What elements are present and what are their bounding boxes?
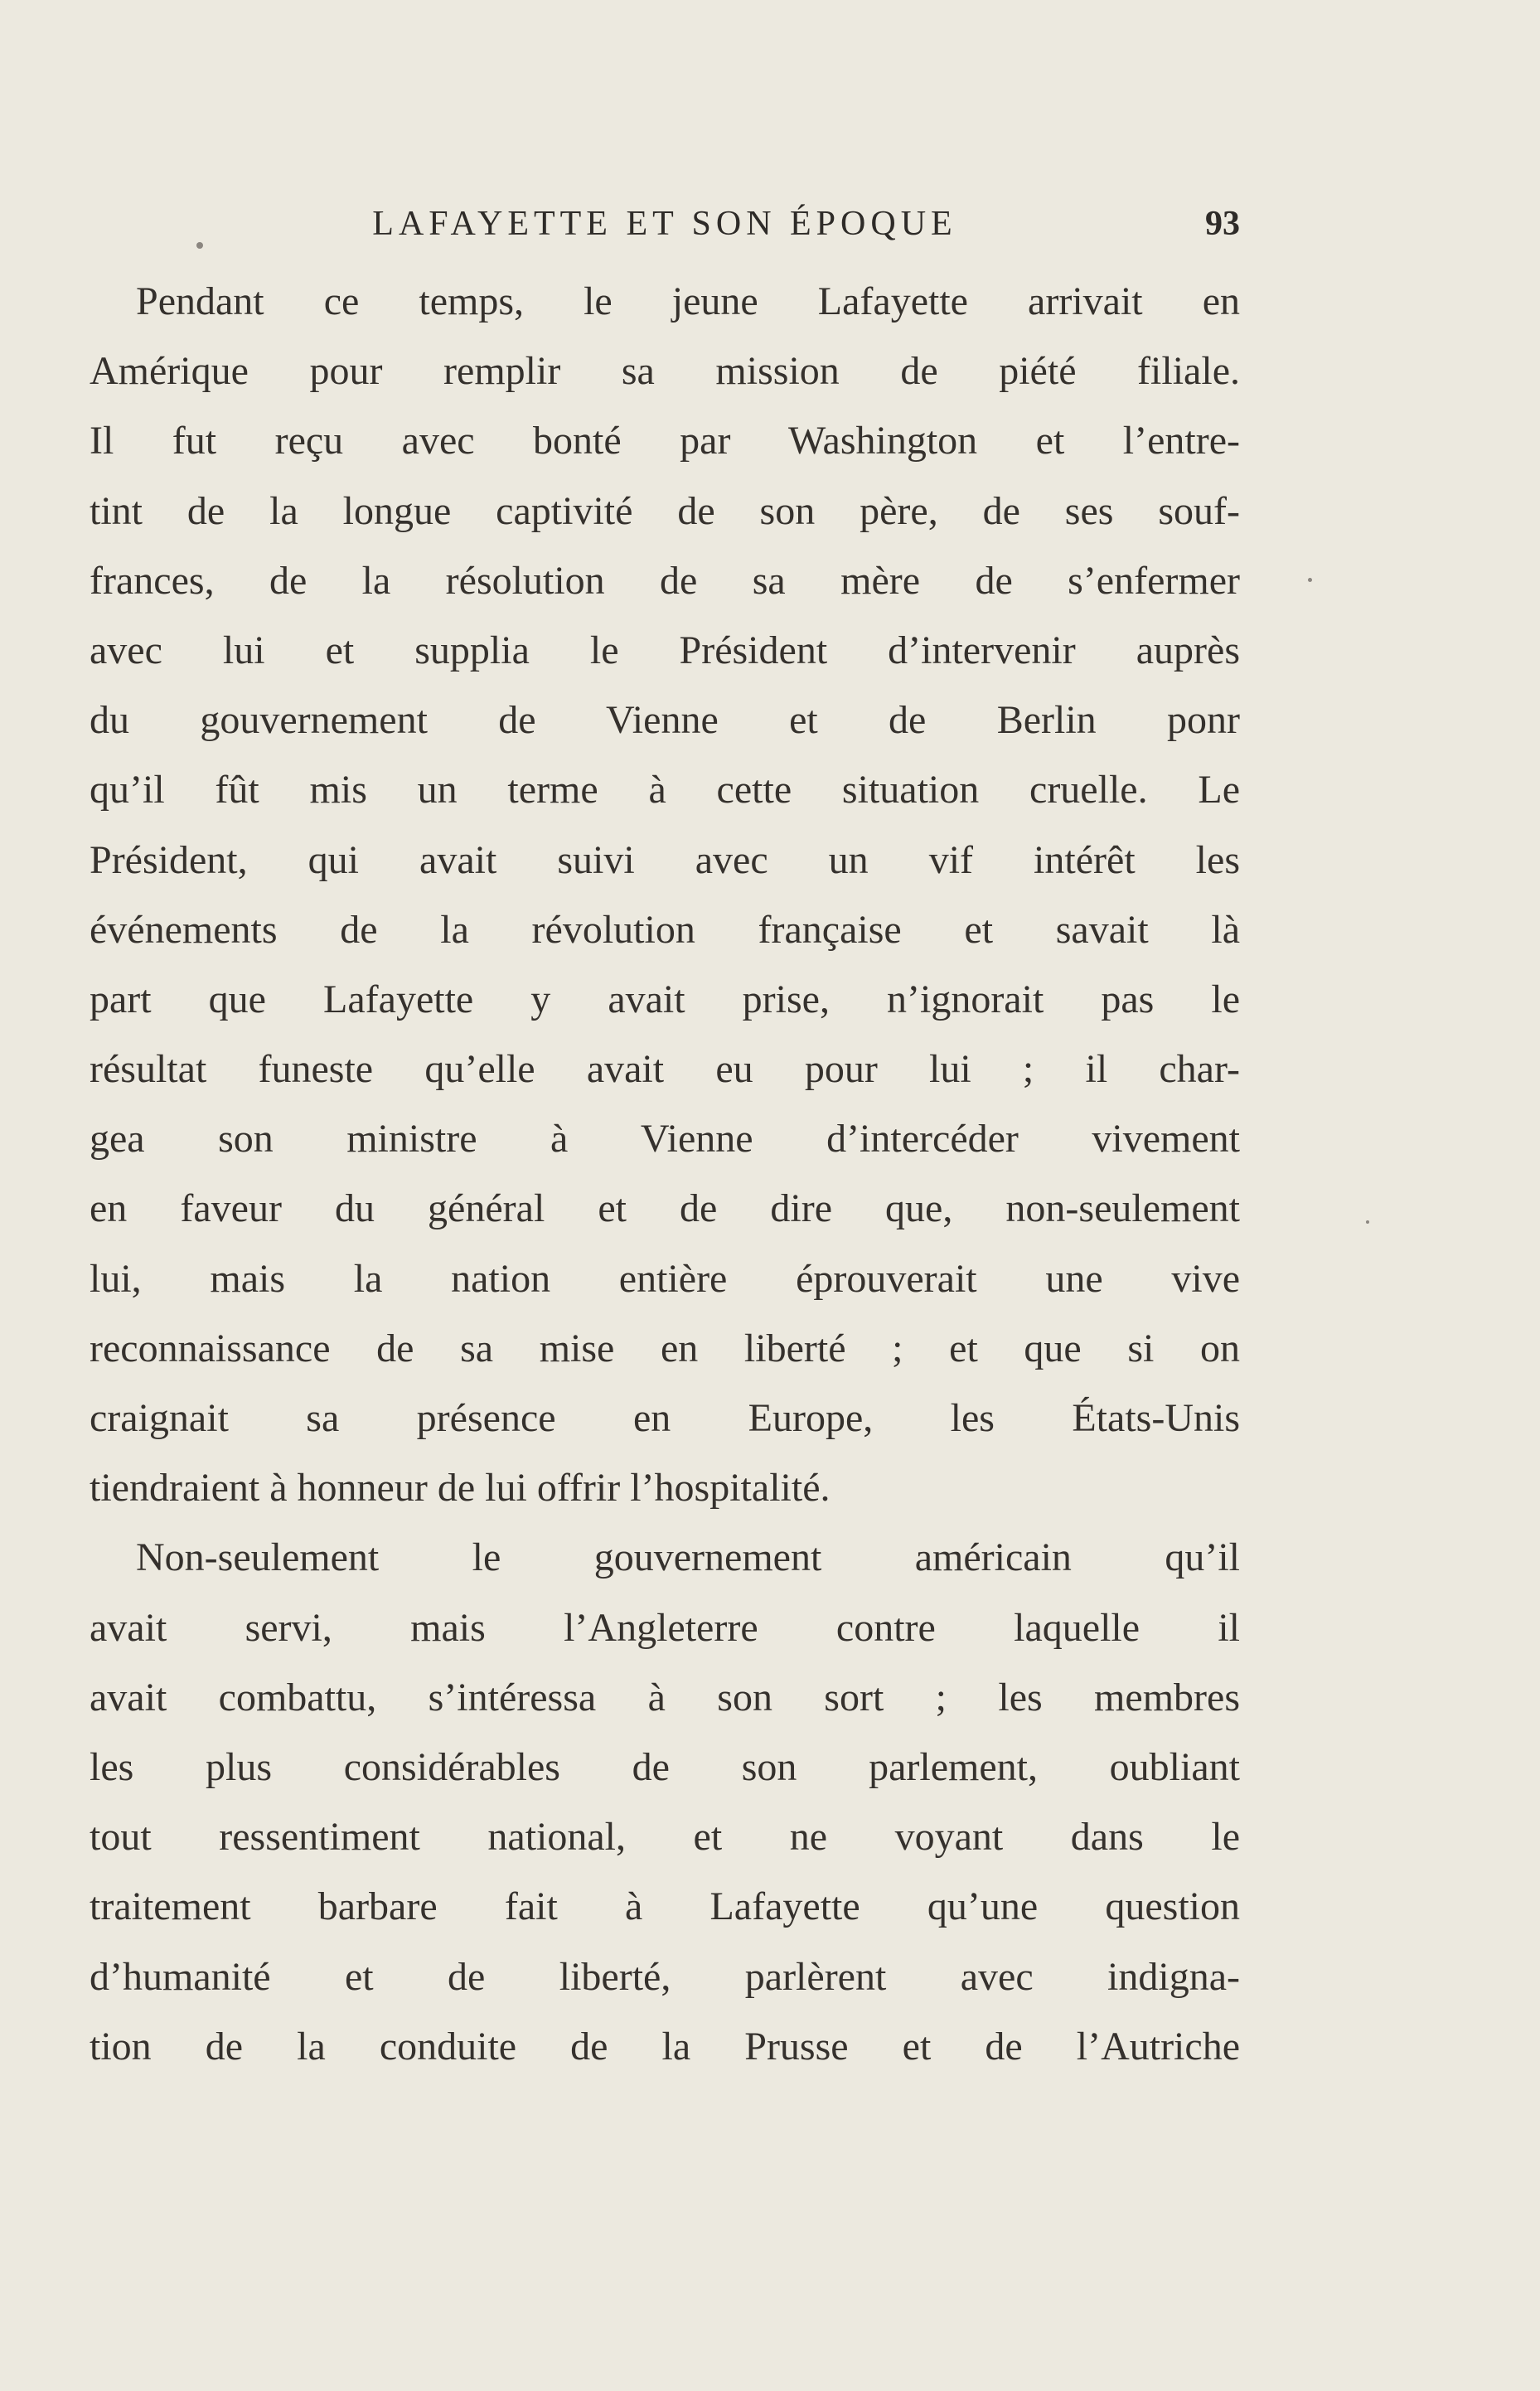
running-head	[90, 199, 1240, 249]
text-line: lui, mais la nation entière éprouverait une vive	[90, 1256, 1240, 1301]
text-line: craignait sa présence en Europe, les États-Unis	[90, 1396, 1240, 1440]
text-line: en faveur du général et de dire que, non-seulement	[90, 1186, 1240, 1231]
text-line: avec lui et supplia le Président d’intervenir auprès	[90, 628, 1240, 672]
text-line: tint de la longue captivité de son père, de ses souf-	[90, 488, 1240, 533]
text-line: événements de la révolution française et savait là	[90, 907, 1240, 952]
text-line: Non-seulement le gouvernement américain qu’il	[136, 1535, 1240, 1580]
text-line: frances, de la résolution de sa mère de s’enfermer	[90, 558, 1240, 603]
text-line: gea son ministre à Vienne d’intercéder vivement	[90, 1117, 1240, 1162]
ink-speck	[1308, 578, 1312, 582]
page-number: 93	[1205, 205, 1240, 243]
text-line: avait servi, mais l’Angleterre contre laquelle il	[90, 1605, 1240, 1650]
text-line: les plus considérables de son parlement, oubliant	[90, 1744, 1240, 1789]
text-line: qu’il fût mis un terme à cette situation cruelle. Le	[90, 768, 1240, 812]
text-line: avait combattu, s’intéressa à son sort ; les membres	[90, 1675, 1240, 1719]
ink-speck	[1366, 1220, 1369, 1224]
text-line: résultat funeste qu’elle avait eu pour lui ; il char-	[90, 1047, 1240, 1092]
text-line: traitement barbare fait à Lafayette qu’une question	[90, 1884, 1240, 1929]
text-line: Il fut reçu avec bonté par Washington et l’entre-	[90, 419, 1240, 463]
text-line: tout ressentiment national, et ne voyant dans le	[90, 1815, 1240, 1860]
body-text	[90, 267, 1240, 2082]
text-line: part que Lafayette y avait prise, n’ignorait pas le	[90, 977, 1240, 1021]
text-line: tion de la conduite de la Prusse et de l’Autriche	[90, 2024, 1240, 2068]
text-line: Pendant ce temps, le jeune Lafayette arrivait en	[136, 279, 1240, 323]
text-line: reconnaissance de sa mise en liberté ; et que si on	[90, 1326, 1240, 1370]
running-head-title: LAFAYETTE ET SON ÉPOQUE	[372, 205, 957, 243]
text-line: Président, qui avait suivi avec un vif intérêt les	[90, 837, 1240, 882]
text-line: d’humanité et de liberté, parlèrent avec indigna-	[90, 1954, 1240, 1999]
text-line: tiendraient à honneur de lui offrir l’hospitalité.	[90, 1466, 831, 1511]
text-line: du gouvernement de Vienne et de Berlin ponr	[90, 698, 1240, 743]
text-line: Amérique pour remplir sa mission de piété filiale.	[90, 349, 1240, 394]
